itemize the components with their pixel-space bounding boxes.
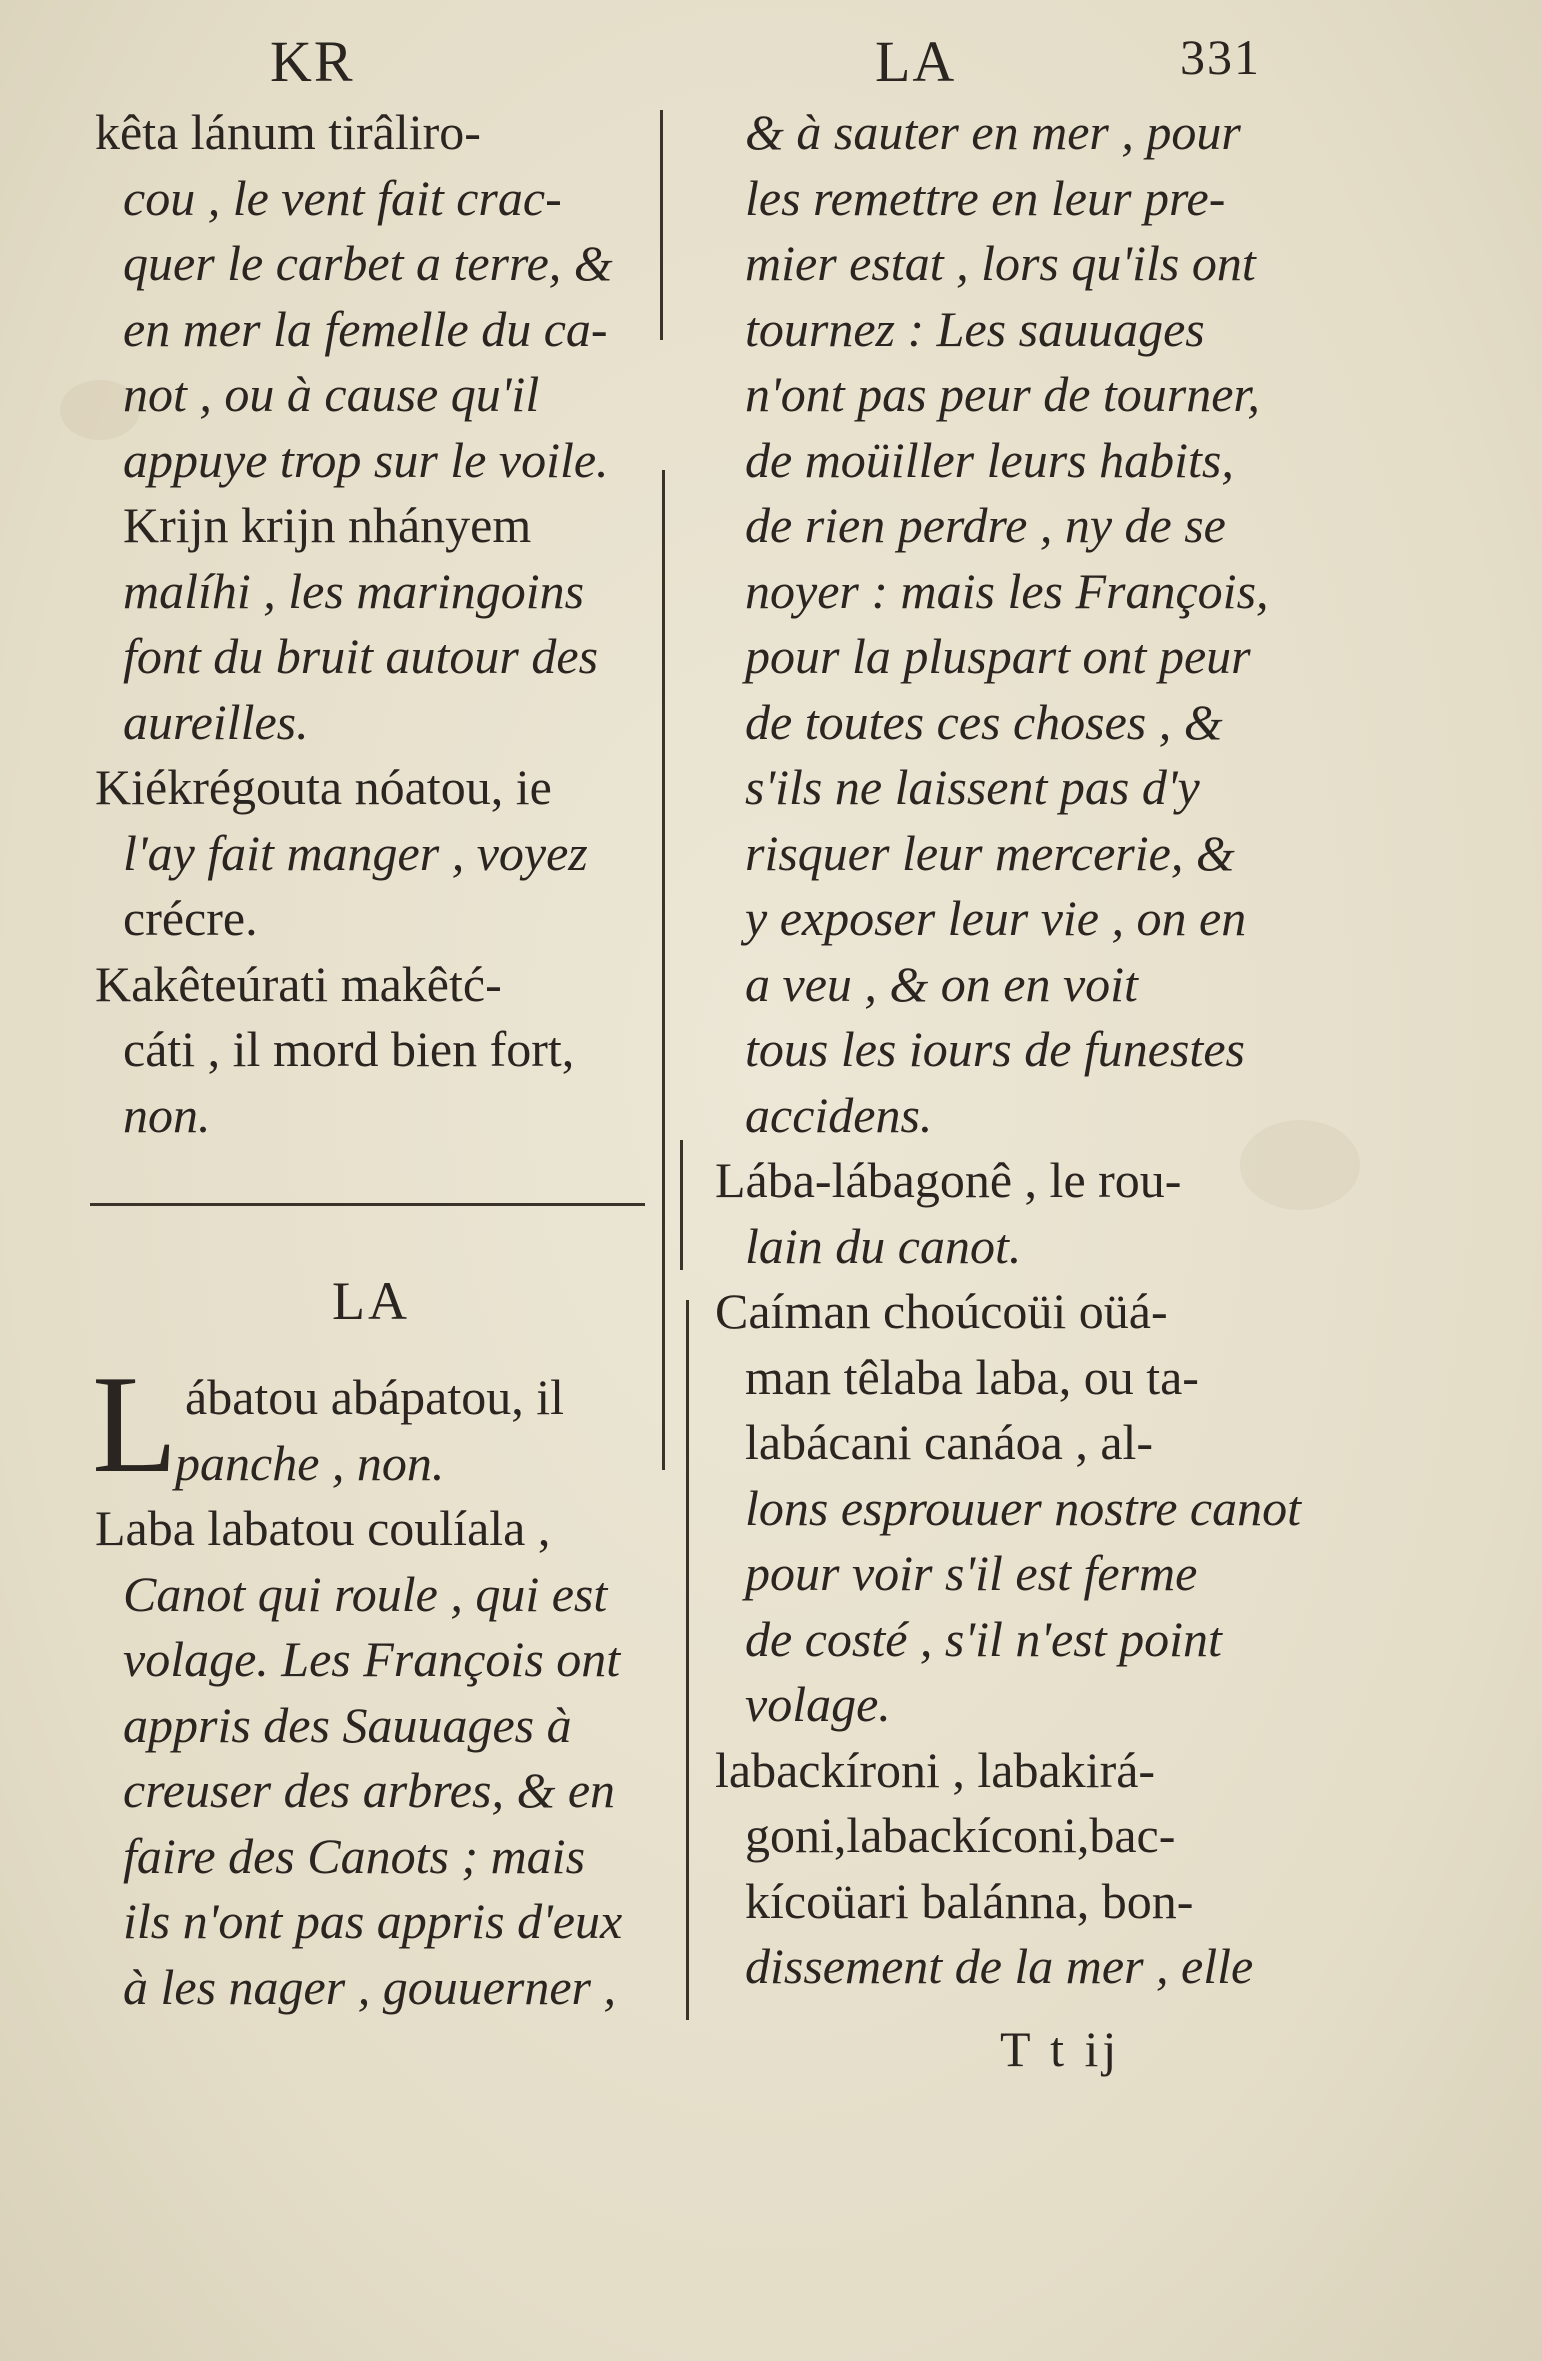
text-line: crécre. xyxy=(123,890,258,946)
text-line: pour la pluspart ont peur xyxy=(745,628,1251,684)
text-line: de rien perdre , ny de se xyxy=(745,497,1226,553)
text-line: appris des Sauuages à xyxy=(123,1696,572,1753)
text-line: pour voir s'il est ferme xyxy=(745,1545,1198,1601)
text-line: tous les iours de funestes xyxy=(745,1021,1245,1077)
text-line: Caíman choúcoüi oüá- xyxy=(715,1283,1168,1339)
text-line: lons esprouuer nostre canot xyxy=(745,1479,1301,1536)
text-line: mier estat , lors qu'ils ont xyxy=(745,235,1256,291)
text-line: dissement de la mer , elle xyxy=(745,1938,1254,1994)
column-rule xyxy=(686,1300,689,2020)
signature-mark: T t ij xyxy=(1000,2021,1121,2077)
text-line: Kakêteúrati makêtć- xyxy=(95,955,502,1012)
text-line: n'ont pas peur de tourner, xyxy=(745,366,1260,422)
text-line: accidens. xyxy=(745,1086,933,1143)
text-line: Canot qui roule , qui est xyxy=(123,1565,608,1622)
text-line: quer le carbet a terre, & xyxy=(123,235,613,291)
text-line: Kiékrégouta nóatou, ie xyxy=(95,759,552,815)
text-line: ils n'ont pas appris d'eux xyxy=(123,1893,623,1949)
text-line: faire des Canots ; mais xyxy=(123,1827,586,1884)
text-line: volage. xyxy=(745,1676,891,1732)
section-title: LA xyxy=(332,1271,410,1331)
text-line: Lába-lábagonê , le rou- xyxy=(715,1152,1182,1208)
text-line: a veu , & on en voit xyxy=(745,955,1138,1012)
text-line: Krijn krijn nhányem xyxy=(123,497,532,553)
section-divider xyxy=(90,1203,645,1206)
running-head-left: KR xyxy=(270,29,355,94)
text-line: de moüiller leurs habits, xyxy=(745,431,1234,488)
left-column-bottom xyxy=(95,1365,655,2020)
drop-capital: L xyxy=(92,1347,178,1502)
text-line: labácani canáoa , al- xyxy=(745,1414,1154,1470)
text-line: kícoüari balánna, bon- xyxy=(745,1872,1194,1929)
text-line: creuser des arbres, & en xyxy=(123,1762,616,1818)
text-line: man têlaba laba, ou ta- xyxy=(745,1348,1199,1405)
text-line: ábatou abápatou, il xyxy=(185,1369,565,1425)
text-line: malíhi , les maringoins xyxy=(123,562,585,619)
text-line: goni,labackíconi,bac- xyxy=(745,1807,1176,1863)
text-line: en mer la femelle du ca- xyxy=(123,300,608,357)
text-line: font du bruit autour des xyxy=(123,628,599,684)
text-line: volage. Les François ont xyxy=(123,1631,621,1687)
text-line: y exposer leur vie , on en xyxy=(745,890,1247,946)
text-line: appuye trop sur le voile. xyxy=(123,431,609,488)
text-line: not , ou à cause qu'il xyxy=(123,366,540,422)
right-column xyxy=(715,100,1315,2000)
text-line: cou , le vent fait crac- xyxy=(123,169,562,226)
running-head-center: LA xyxy=(875,29,957,94)
text-line: à les nager , gouuerner , xyxy=(123,1958,616,2015)
text-line: non. xyxy=(123,1086,211,1143)
text-line: aureilles. xyxy=(123,693,309,750)
text-line: labackíroni , labakirá- xyxy=(715,1741,1156,1798)
text-line: & à sauter en mer , pour xyxy=(745,104,1241,160)
text-line: lain du canot. xyxy=(745,1217,1022,1274)
text-line: de toutes ces choses , & xyxy=(745,693,1223,750)
text-line: noyer : mais les François, xyxy=(745,562,1269,619)
left-column-top xyxy=(95,100,655,1148)
text-line: kêta lánum tirâliro- xyxy=(95,104,481,160)
column-rule xyxy=(680,1140,683,1270)
text-line: cáti , il mord bien fort, xyxy=(123,1021,575,1077)
text-line: les remettre en leur pre- xyxy=(745,169,1226,226)
text-line: de costé , s'il n'est point xyxy=(745,1610,1222,1667)
text-line: tournez : Les sauuages xyxy=(745,300,1205,357)
text-line: l'ay fait manger , voyez xyxy=(123,824,588,881)
text-line: panche , non. xyxy=(175,1434,445,1491)
column-rule xyxy=(660,110,663,340)
text-line: s'ils ne laissent pas d'y xyxy=(745,759,1200,815)
column-rule xyxy=(662,470,665,1470)
page-number: 331 xyxy=(1180,29,1261,85)
text-line: Laba labatou coulíala , xyxy=(95,1500,551,1556)
text-line: risquer leur mercerie, & xyxy=(745,824,1235,881)
